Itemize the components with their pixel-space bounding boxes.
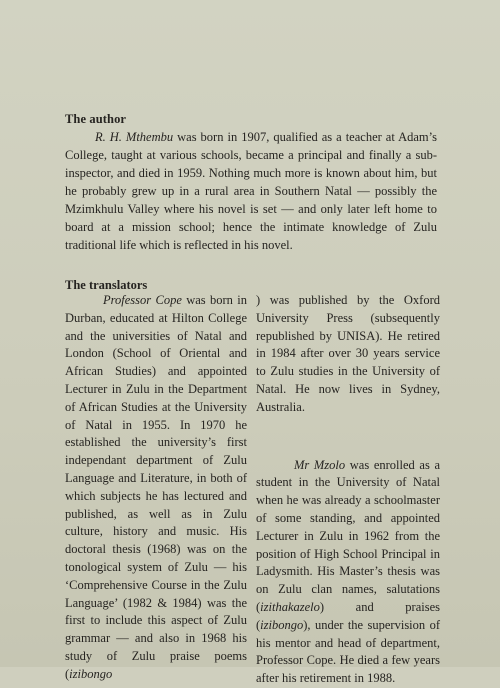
cope-bio-text: was born in Durban, educated at Hilton College and the universities of Natal and London (School of Oriental and African Studies) and appointed Lecturer in Zulu in the Department of African Studies at the University of Natal in 1955. In 1970 he established the university’s first independant department of Zulu Language and Literature, in both of which subjects he has lectured and published, as well as in Zulu culture, history and music. His doctoral thesis (1968) was on the tonological system of Zulu — his ‘Comprehensive Course in the Zulu Language’ (1982 & 1984) was the first to include this aspect of Zulu grammar — and also in 1968 his study of Zulu praise poems ( — [65, 293, 247, 681]
cope-bio-term: izibongo — [69, 666, 113, 681]
cope-paragraph-continued: ) was published by the Oxford University Press (subsequently republished by UNISA). He retired in 1984 after over 30 years service to Zulu studies in the University of Natal. He now lives in Sydney, Australia. — [256, 293, 440, 414]
author-paragraph — [65, 128, 437, 254]
mzolo-bio-text: was enrolled as a student in the University of Natal when he was already a schoolmaster of some standing, and appointed Lecturer in Zulu in 1962 from the position of High School Principal in Ladysmith. His Master’s thesis was on Zulu clan names, salutations ( — [256, 457, 440, 614]
cope-name: Professor Cope — [103, 293, 182, 307]
mzolo-term-izibongo: izibongo — [260, 617, 304, 632]
author-bio-text: was born in 1907, qualified as a teacher at Adam’s College, taught at various schools, became a principal and finally a sub-inspector, and died in 1959. Nothing much more is known about him, but he probably grew up in a rural area in Southern Natal — possibly the Mzimkhulu Valley where his novel is set — and only later left home to board at a mission school; hence the intimate knowledge of Zulu traditional life which is reflected in his novel. — [65, 130, 437, 252]
mzolo-name: Mr Mzolo — [294, 457, 346, 472]
mzolo-term-izithakazelo: izithakazelo — [260, 599, 320, 614]
author-name: R. H. Mthembu — [95, 130, 174, 144]
mzolo-paragraph — [256, 457, 440, 688]
translators-heading: The translators — [65, 278, 148, 292]
translators-column-right — [256, 292, 440, 688]
mzolo-bio-text-end: ), under the supervision of his mentor and head of department, Professor Cope. He died a few years after his retirement in 1988. — [256, 617, 440, 686]
author-heading: The author — [65, 112, 127, 126]
translators-column-left — [65, 292, 247, 684]
mzolo-bio-text-mid: ) and praises ( — [256, 599, 440, 632]
cope-paragraph-start — [65, 292, 247, 684]
